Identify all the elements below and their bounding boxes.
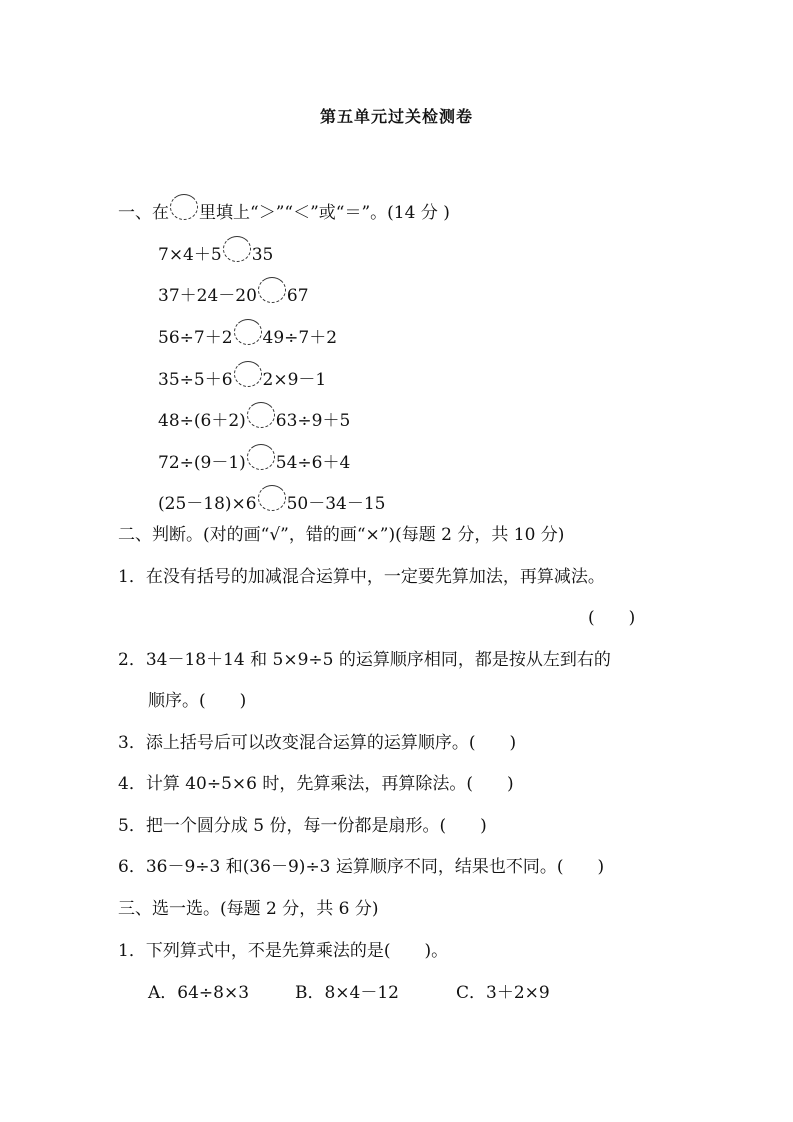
compare-item xyxy=(158,402,350,432)
compare-item xyxy=(158,444,350,474)
section2-heading: 二、判断。(对的画“√”，错的画“×”)(每题 2 分，共 10 分) xyxy=(118,525,565,545)
answer-circle[interactable] xyxy=(258,277,286,303)
compare-left: 56÷7＋2 xyxy=(158,328,233,348)
section1-heading-post: 里填上“＞”“＜”或“＝”。(14 分 ) xyxy=(199,203,450,223)
compare-right: 49÷7＋2 xyxy=(262,328,338,348)
choice-option-c[interactable]: C．3＋2×9 xyxy=(456,983,550,1003)
choice-question-1[interactable]: 1．下列算式中，不是先算乘法的是( )。 xyxy=(118,941,449,961)
compare-right: 2×9－1 xyxy=(262,370,327,390)
answer-circle[interactable] xyxy=(234,319,262,345)
choice-option-a[interactable]: A．64÷8×3 xyxy=(148,983,250,1003)
compare-right: 50－34－15 xyxy=(286,494,386,514)
answer-paren[interactable]: ( ) xyxy=(588,608,636,628)
compare-left: (25－18)×6 xyxy=(158,494,257,514)
compare-left: 72÷(9－1) xyxy=(158,453,246,473)
choice-option-b[interactable]: B．8×4－12 xyxy=(295,983,400,1003)
answer-circle[interactable] xyxy=(234,361,262,387)
compare-item xyxy=(158,361,326,391)
compare-item xyxy=(158,236,273,266)
answer-circle[interactable] xyxy=(223,236,251,262)
compare-item xyxy=(158,319,337,349)
section1-heading-pre: 一、在 xyxy=(118,203,169,223)
compare-left: 7×4＋5 xyxy=(158,245,222,265)
section3-heading: 三、选一选。(每题 2 分，共 6 分) xyxy=(118,899,379,919)
compare-left: 48÷(6＋2) xyxy=(158,411,246,431)
answer-circle[interactable] xyxy=(258,485,286,511)
section1-heading xyxy=(118,194,450,224)
page-title: 第五单元过关检测卷 xyxy=(319,107,473,126)
judge-question-5[interactable]: 5．把一个圆分成 5 份，每一份都是扇形。( ) xyxy=(118,816,487,836)
answer-circle[interactable] xyxy=(247,444,275,470)
judge-question-2: 2．34－18＋14 和 5×9÷5 的运算顺序相同，都是按从左到右的 xyxy=(118,650,611,670)
compare-right: 54÷6＋4 xyxy=(275,453,351,473)
compare-right: 35 xyxy=(251,245,274,265)
compare-left: 35÷5＋6 xyxy=(158,370,233,390)
compare-item xyxy=(158,485,386,515)
compare-right: 67 xyxy=(286,286,309,306)
compare-right: 63÷9＋5 xyxy=(275,411,351,431)
judge-question-3[interactable]: 3．添上括号后可以改变混合运算的运算顺序。( ) xyxy=(118,733,517,753)
judge-question-4[interactable]: 4．计算 40÷5×6 时，先算乘法，再算除法。( ) xyxy=(118,774,514,794)
blank-circle-icon xyxy=(170,194,198,220)
judge-question-1: 1．在没有括号的加减混合运算中，一定要先算加法，再算减法。 xyxy=(118,567,605,587)
judge-question-6[interactable]: 6．36－9÷3 和(36－9)÷3 运算顺序不同，结果也不同。( ) xyxy=(118,857,605,877)
judge-question-2-cont[interactable]: 顺序。( ) xyxy=(148,691,247,711)
compare-item xyxy=(158,277,309,307)
compare-left: 37＋24－20 xyxy=(158,286,257,306)
answer-circle[interactable] xyxy=(247,402,275,428)
